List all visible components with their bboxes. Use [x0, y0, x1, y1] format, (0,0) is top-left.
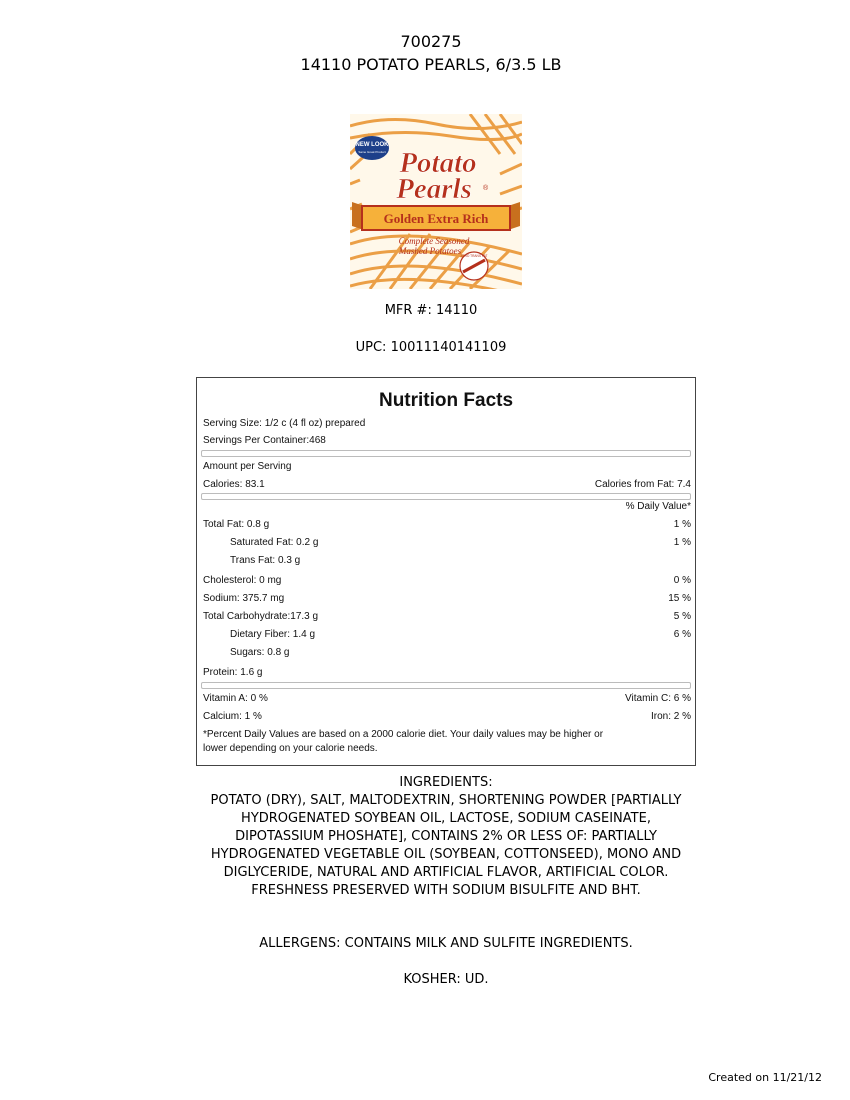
brand-line-2: Pearls [396, 173, 472, 205]
nutrient-row: Dietary Fiber: 1.4 g 6 % [230, 629, 691, 640]
calcium: Calcium: 1 % [203, 711, 262, 722]
created-date: Created on 11/21/12 [708, 1071, 822, 1084]
amount-per-serving: Amount per Serving [203, 461, 292, 472]
svg-text:NEW LOOK: NEW LOOK [355, 142, 389, 148]
vitamin-row [203, 692, 691, 706]
daily-value-footnote: *Percent Daily Values are based on a 2000 calorie diet. Your daily values may be higher or lower depending on your calorie needs. [203, 729, 604, 754]
svg-text:Mashed Potatoes: Mashed Potatoes [398, 246, 462, 256]
daily-value-header: % Daily Value* [625, 501, 691, 512]
nutrient-row: Saturated Fat: 0.2 g 1 % [230, 537, 691, 548]
vitamin-a: Vitamin A: 0 % [203, 693, 268, 704]
svg-text:Same Great Product: Same Great Product [358, 150, 386, 154]
calories: Calories: 83.1 [203, 479, 265, 490]
new-look-badge [355, 136, 389, 160]
nutrient-row: Total Carbohydrate:17.3 g 5 % [203, 611, 691, 622]
nutrient-row: Sodium: 375.7 mg 15 % [203, 593, 691, 604]
item-number: 700275 [400, 32, 462, 51]
nutrient-row: Cholesterol: 0 mg 0 % [203, 575, 691, 586]
svg-text:Complete Seasoned: Complete Seasoned [398, 236, 470, 246]
svg-text:®: ® [483, 185, 489, 192]
allergens-statement: ALLERGENS: CONTAINS MILK AND SULFITE INGREDIENTS. [259, 936, 633, 951]
calories-row [203, 478, 691, 492]
nutrition-title: Nutrition Facts [378, 390, 514, 411]
nutrient-row: Trans Fat: 0.3 g [230, 555, 301, 566]
ingredients-text: POTATO (DRY), SALT, MALTODEXTRIN, SHORTENING POWDER [PARTIALLY HYDROGENATED SOYBEAN OIL, LACTOSE, SODIUM CASEINATE, DIPOTASSIUM PHOSHATE], CONTAINS 2% OR LESS OF: PARTIALLY HYDROGENATED VEGETABLE OIL (SOYBEAN, COTTONSEED), MONO AND DIGLYCERIDE, NATURAL AND ARTIFICIAL FLAVOR, ARTIFICIAL COLOR. FRESHNESS PRESERVED WITH SODIUM BISULFITE AND BHT. [210, 793, 682, 898]
ingredients-section [196, 774, 696, 900]
nutrition-facts-panel [196, 377, 696, 766]
divider-bar [201, 682, 691, 689]
divider-bar [201, 450, 691, 457]
iron: Iron: 2 % [650, 711, 691, 722]
vitamin-c: Vitamin C: 6 % [625, 693, 691, 704]
upc-code: UPC: 10011140141109 [355, 340, 507, 355]
divider-bar [201, 493, 691, 500]
package-artwork [350, 114, 522, 289]
variant-label: Golden Extra Rich [383, 211, 489, 226]
mfr-number: MFR #: 14110 [384, 303, 478, 318]
nutrient-row: Sugars: 0.8 g [230, 647, 290, 658]
nutrient-row: Protein: 1.6 g [203, 667, 263, 678]
document-header [0, 30, 850, 76]
ingredients-title: INGREDIENTS: [399, 775, 493, 790]
servings-per-container: Servings Per Container:468 [203, 435, 326, 446]
kosher-statement: KOSHER: UD. [403, 972, 489, 987]
product-package-image [350, 114, 522, 289]
calories-from-fat: Calories from Fat: 7.4 [594, 479, 691, 490]
mineral-row [203, 710, 691, 724]
product-title: 14110 POTATO PEARLS, 6/3.5 LB [300, 55, 562, 74]
nutrient-row: Total Fat: 0.8 g 1 % [203, 519, 691, 530]
serving-size: Serving Size: 1/2 c (4 fl oz) prepared [203, 418, 366, 429]
svg-text:ZERO TRANS FAT: ZERO TRANS FAT [460, 254, 488, 258]
brand-line-1: Potato [399, 147, 477, 179]
